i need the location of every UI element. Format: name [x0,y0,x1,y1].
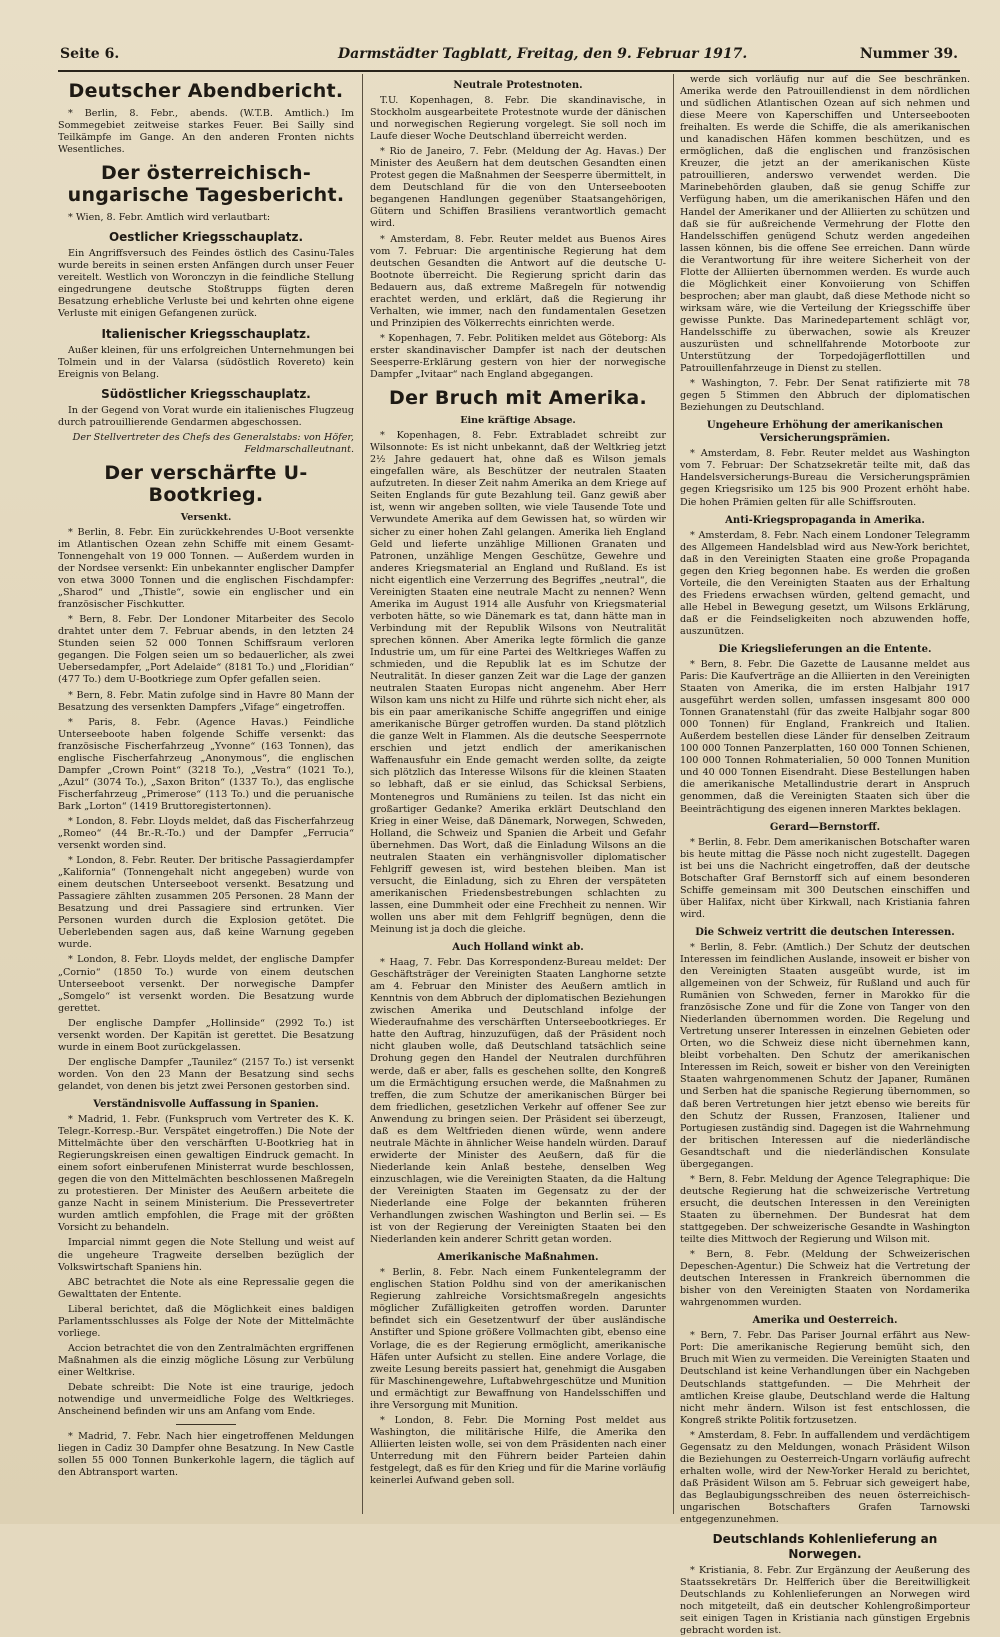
headline-uboot: Der verschärfte U-Bootkrieg. [104,461,308,506]
subhead-kriegslieferungen: Die Kriegslieferungen an die Entente. [718,643,932,655]
paragraph: Der englische Dampfer „Hollinside“ (2992 To.) ist versenkt worden. Der Kapitän ist gerettet. Die Besatzung wurde in einem Boot zurückgelassen. [58,1017,354,1053]
subhead-suedoestlicher: Südöstlicher Kriegsschauplatz. [101,386,311,401]
column-2 [370,74,666,1514]
divider [176,1424,236,1425]
subhead-oestlicher: Oestlicher Kriegsschauplatz. [108,230,304,245]
headline-oesterreich: Der österreichisch-ungarische Tagesbericht. [67,162,345,207]
paragraph: * Berlin, 8. Febr. Dem amerikanischen Botschafter waren bis heute mittag die Pässe noch nicht zugestellt. Dagegen ist bei uns die Nachricht eingetroffen, daß der deutsche Botschafter Graf Bernstorff sich auf einem besonderen Schiffe gemeinsam mit 300 Deutschen einschiffen und über Halifax, nicht über Kirkwall, nach Kristiania fahren wird. [680,836,970,920]
paragraph: Accion betrachtet die von den Zentralmächten ergriffenen Maßnahmen als die einzig mögliche Lösung zur Verbülung einer Weltkrise. [58,1342,354,1378]
issue-number: Nummer 39. [859,46,958,62]
paragraph: * Washington, 7. Febr. Der Senat ratifizierte mit 78 gegen 5 Stimmen den Abbruch der diplomatischen Beziehungen zu Deutschland. [680,378,970,414]
paragraph: Liberal berichtet, daß die Möglichkeit eines baldigen Parlamentsschlusses als Folge der Note der Mittelmächte vorliege. [58,1303,354,1339]
paragraph: * Amsterdam, 8. Febr. In auffallendem und verdächtigem Gegensatz zu den Meldungen, wonach Präsident Wilson die Beziehungen zu Oesterreich-Ungarn vorläufig aufrecht erhalten wolle, wird der New-Yorker Herald zu berichtet, daß Präsident Wilson am 5. Februar sich geweigert habe, das Beglaubigungsschreiben des neuen österreichisch-ungarischen Botschafters Grafen Tarnowski entgegenzunehmen. [680,1429,970,1526]
paragraph: * Haag, 7. Febr. Das Korrespondenz-Bureau meldet: Der Geschäftsträger der Vereinigten Staaten Langhorne setzte am 4. Februar den Minister des Aeußern amtlich in Kenntnis von dem Abbruch der diplomatischen Beziehungen zwischen Amerika und Deutschland infolge der Wiederaufnahme des verschärften Unterseebootkrieges. Er hatte den Auftrag, hinzuzufügen, daß der Präsident noch nicht glauben wolle, daß Deutschland tatsächlich seine Drohung gegen den Handel der Neutralen durchführen werde, daß er aber, falls es geschehen sollte, den Kongreß um die Ermächtigung ersuchen werde, die Maßnahmen zu treffen, die zum Schutze der amerikanischen Bürger bei dem friedlichen, gesetzlichen Verkehr auf offener See zur Anwendung zu bringen seien. Der Präsident sei überzeugt, daß es dem Weltfrieden dienen würde, wenn andere neutrale Mächte in ähnlicher Weise handeln würden. Darauf erwiderte der Minister des Aeußern, daß für die Niederlande kein Anlaß bestehe, denselben Weg einzuschlagen, wie die Vereinigten Staaten, da die Haltung der Vereinigten Staaten im Gegensatz zu der der Niederlande eine Folge der bekannten früheren Verhandlungen zwischen Washington und Berlin sei. — Es ist von der Regierung der Vereinigten Staaten bei den Niederlanden kein anderer Schritt getan worden. [370,957,666,1246]
subhead-oesterreich: Amerika und Oesterreich. [752,1315,898,1327]
paragraph: * Amsterdam, 8. Febr. Reuter meldet aus Washington vom 7. Februar: Der Schatzsekretär teilte mit, daß das Handelsversicherungs-Bureau die Versicherungsprämien gegen Kriegsrisiko um 125 bis 900 Prozent erhöht habe. Die hohen Prämien gelten für alle Schiffsrouten. [680,448,970,508]
masthead [58,44,960,72]
paragraph: * Bern, 7. Febr. Das Pariser Journal erfährt aus New-Port: Die amerikanische Regierung bemüht sich, den Bruch mit Wien zu vermeiden. Die Vereinigten Staaten und Deutschland ist keine Verhandlungen über ein Nachgeben Deutschlands stattgefunden. — Die Mehrheit der amtlichen Kreise glaube, Deutschland werde die Haltung nicht mehr ändern. Wilson ist fest entschlossen, die Kongreß strikte Politik fortzusetzen. [680,1330,970,1426]
column-divider [673,74,674,1514]
paragraph: * Amsterdam, 8. Febr. Reuter meldet aus Buenos Aires vom 7. Februar: Die argentinische Regierung hat dem deutschen Gesandten die Antwort auf die deutsche U-Bootnote überreicht. Die Regierung spricht darin das Bedauern aus, daß extreme Maßregeln für notwendig erachtet werden, und erklärt, daß die Regierung ihr Verhalten, wie immer, nach den fundamentalen Gesetzen und Prinzipien des Völkerrechts einrichten werde. [370,233,666,329]
paragraph: * Kopenhagen, 7. Febr. Politiken meldet aus Göteborg: Als erster skandinavischer Dampfer ist nach der deutschen Seesperre-Erklärung gestern von hier der norwegische Dampfer „Ivitaar“ nach England abgegangen. [370,332,666,381]
paragraph: * Paris, 8. Febr. (Agence Havas.) Feindliche Unterseeboote haben folgende Schiffe versenkt: das französische Fischerfahrzeug „Yvonne“ (163 Tonnen), das englische Fischerfahrzeug „Anonymous“, die englischen Dampfer „Crown Point“ (3218 To.), „Vestra“ (1021 To.), „Azul“ (3074 To.), „Saxon Briton“ (1337 To.), das englische Fischerfahrzeug „Primerose“ (113 To.) und die peruanische Bark „Lorton“ (1419 Bruttoregistertonnen). [58,716,354,812]
subhead-schweiz: Die Schweiz vertritt die deutschen Interessen. [695,926,955,938]
paragraph: * Berlin, 8. Febr. Ein zurückkehrendes U-Boot versenkte im Atlantischen Ozean zehn Schiffe mit einem Gesamt-Tonnengehalt von 19 000 Tonnen. — Außerdem wurden in der Nordsee versenkt: Ein unbekannter englischer Dampfer von etwa 3000 Tonnen und die englischen Fischdampfer: „Sharod“ und „Thistle“, sowie ein englischer und ein französischer Fischkutter. [58,526,354,611]
paragraph: Außer kleinen, für uns erfolgreichen Unternehmungen bei Tolmein und in der Valarsa (südöstlich Rovereto) kein Ereignis von Belang. [58,344,354,380]
column-3 [680,74,970,1637]
column-1 [58,74,354,1514]
headline-abendbericht: Deutscher Abendbericht. [68,80,344,102]
paragraph: * Wien, 8. Febr. Amtlich wird verlautbart: [68,212,271,224]
paragraph: * Berlin, 8. Febr. Nach einem Funkentelegramm der englischen Station Poldhu sind von der amerikanischen Regierung zahlreiche Vorsichtsmaßregeln angesichts möglicher Zufälligkeiten getroffen worden. Darunter befindet sich ein Gesetzentwurf der über ausländische Anstifter und Spione größere Vollmachten gibt, ebenso eine Vorlage, die es der Regierung ermöglicht, amerikanische Häfen unter Aufsicht zu stellen. Eine andere Vorlage, die zweite Lesung bereits passiert hat, genehmigt die Ausgaben für Maschinengewehre, Luftabwehrgeschütze und Munition und ermächtigt zur Bewaffnung von Handelsschiffen und ihre Versorgung mit Munition. [370,1267,666,1411]
paragraph: * London, 8. Febr. Lloyds meldet, daß das Fischerfahrzeug „Romeo“ (44 Br.-R.-To.) und der Dampfer „Ferrucia“ versenkt worden sind. [58,815,354,852]
subhead-amerikanische: Amerikanische Maßnahmen. [437,1252,599,1264]
paragraph: T.U. Kopenhagen, 8. Febr. Die skandinavische, in Stockholm ausgearbeitete Protestnote wurde der dänischen und norwegischen Regierung vorgelegt. Sie soll noch im Laufe dieser Woche Deutschland überreicht werden. [370,95,666,143]
subhead-gerard: Gerard—Bernstorff. [769,821,881,833]
paragraph: * Rio de Janeiro, 7. Febr. (Meldung der Ag. Havas.) Der Minister des Aeußern hat dem deutschen Gesandten einen Protest gegen die Maßnahmen der Seesperre übermittelt, in dem Deutschland für die von den Unterseebooten begangenen Handlungen gegenüber Staatsangehörigen, Gütern und Schiffen Brasiliens verantwortlich gemacht wird. [370,146,666,230]
paragraph: * Madrid, 1. Febr. (Funkspruch vom Vertreter des K. K. Telegr.-Korresp.-Bur. Verspätet eingetroffen.) Die Note der Mittelmächte über den verschärften U-Bootkrieg hat in Regierungskreisen einen gewaltigen Eindruck gemacht. In einem sofort einberufenen Ministerrat wurde beschlossen, gegen die von den Mittelmächten beschlossenen Maßregeln zu protestieren. Der Minister des Aeußern arbeitete die ganze Nacht in seinem Ministerium. Die Pressevertreter wurden amtlich empfohlen, die Frage mit der größten Vorsicht zu behandeln. [58,1114,354,1234]
paragraph: * Berlin, 8. Febr., abends. (W.T.B. Amtlich.) Im Sommegebiet zeitweise starkes Feuer. Bei Sailly sind Teilkämpfe im Gange. An den anderen Fronten nichts Wesentliches. [58,108,354,156]
subhead-versenkt: Versenkt. [180,511,232,523]
paragraph: Imparcial nimmt gegen die Note Stellung und weist auf die ungeheure Tragweite derselben bezüglich der Volkswirtschaft Spaniens hin. [58,1237,354,1273]
paragraph: * Bern, 8. Febr. Meldung der Agence Telegraphique: Die deutsche Regierung hat die schweizerische Vertretung ersucht, die deutschen Interessen in den Vereinigten Staaten zu übernehmen. Der Bundesrat hat dem stattgegeben. Der schweizerische Gesandte in Washington teilte dies Mittwoch der Regierung und Wilson mit. [680,1173,970,1246]
paragraph: ABC betrachtet die Note als eine Repressalie gegen die Gewalttaten der Entente. [58,1276,354,1300]
paragraph: * Bern, 8. Febr. Der Londoner Mitarbeiter des Secolo drahtet unter dem 7. Februar abends, in den letzten 24 Stunden seien 52 000 Tonnen Schiffsraum verloren gegangen. Die Folgen seien um so bedauerlicher, als zwei Uebersedampfer, „Port Adelaide“ (8181 To.) und „Floridian“ (477 To.) dem U-Bootkriege zum Opfer gefallen seien. [58,614,354,686]
paragraph: In der Gegend von Vorat wurde ein italienisches Flugzeug durch patrouillierende Gendarmen abgeschossen. [58,404,354,428]
page-number: Seite 6. [60,46,120,62]
paragraph: * Madrid, 7. Febr. Nach hier eingetroffenen Meldungen liegen in Cadiz 30 Dampfer ohne Besatzung. In New Castle sollen 55 000 Tonnen Bunkerkohle lagern, die täglich auf den Abtransport warten. [58,1431,354,1479]
paragraph: * Amsterdam, 8. Febr. Nach einem Londoner Telegramm des Allgemeen Handelsblad wird aus New-York berichtet, daß in den Vereinigten Staaten eine große Propaganda gegen den Krieg begonnen habe. Es werden die großen Vorteile, die den Vereinigten Staaten aus der Erhaltung des Friedens erwachsen würden, geltend gemacht, und alle Hebel in Bewegung gesetzt, um Wilsons Erklärung, daß er die Feindseligkeiten noch abzuwenden hoffe, auszunützen. [680,529,970,637]
paragraph: * London, 8. Febr. Reuter. Der britische Passagierdampfer „Kalifornia“ (Tonnengehalt nicht angegeben) wurde von einem deutschen Unterseeboot versenkt. Besatzung und Passagiere zählten zusammen 205 Personen. 28 Mann der Besatzung und drei Passagiere sind ertrunken. Vier Personen wurden durch die Explosion getötet. Die Ueberlebenden sagen aus, daß keine Warnung gegeben wurde. [58,855,354,951]
subhead-italienischer: Italienischer Kriegsschauplatz. [101,326,311,341]
paragraph: * Bern, 8. Febr. Matin zufolge sind in Havre 80 Mann der Besatzung des versenkten Dampfers „Vifage“ eingetroffen. [58,689,354,713]
subhead-versicherung: Ungeheure Erhöhung der amerikanischen Versicherungsprämien. [706,420,944,445]
newspaper-title: Darmstädter Tagblatt, Freitag, den 9. Februar 1917. [338,46,748,62]
paragraph: * London, 8. Febr. Lloyds meldet, der englische Dampfer „Cornio“ (1850 To.) wurde von einem deutschen Unterseeboot versenkt. Der norwegische Dampfer „Somgelo“ ist versenkt worden. Die Besatzung wurde gerettet. [58,954,354,1014]
subhead-antikrieg: Anti-Kriegspropaganda in Amerika. [725,514,925,526]
paragraph: * Berlin, 8. Febr. (Amtlich.) Der Schutz der deutschen Interessen im feindlichen Auslande, insoweit er bisher von den Vereinigten Staaten ausgeübt wurde, ist im allgemeinen von der Schweiz, für Rußland und auch für Rumänien von Schweden, ferner in Marokko für die französische Zone und für die Zone von Tanger von den Niederlanden übernommen worden. Die Regelung und Vertretung unserer Interessen in einzelnen Gebieten oder Orten, wo die Schweiz diese nicht übernehmen kann, bleibt vorbehalten. Den Schutz der amerikanischen Interessen im Reich, soweit er bisher von den Vereinigten Staaten wahrgenommenen Schutz der Japaner, Rumänen und Serben hat die spanische Regierung übernommen, so daß beren Vertretungen hier jetzt ebenso wie bereits für den Schutz der Russen, Franzosen, Italiener und Portugiesen zuständig sind. Dagegen ist die Wahrnehmung der britischen Interessen auf die niederländische Gesandtschaft und die niederländischen Konsulate übergegangen. [680,941,970,1170]
paragraph: werde sich vorläufig nur auf die See beschränken. Amerika werde den Patrouillendienst in dem nördlichen und südlichen Atlantischen Ozean auf sich nehmen und diese Meere von Kaperschiffen und Unterseebooten freihalten. Es werde die Schiffe, die als amerikanischen und kanadischen Häfen kommen beschützen, und es ermöglichen, daß die englischen und französischen Kreuzer, die jetzt an der amerikanischen Küste patrouillieren, anderswo verwendet werden. Die Marinebehörden glauben, daß sie genug Schiffe zur Verfügung haben, um die amerikanischen Häfen und den Handel der Amerikaner und der Alliierten zu schützen und daß sie für außreichende Vermehrung der Flotte den Handelsschiffen genügend Schutz werden angedeihen lassen können, bis die offene See erreichen. Dann würde die Verantwortung für ihre weitere Sicherheit von der Flotte der Alliierten übernommen werden. Es wurde auch die Möglichkeit einer Konvoiierung von Schiffen besprochen; aber man glaubt, daß diese Methode nicht so wirksam wäre, wie die Verteilung der Kriegsschiffe über gewisse Punkte. Das Marinedepartement schlägt vor, Handelsschiffe zu überwachen, sowie als Kreuzer auszurüsten und schnellfahrende Motorboote zur Unterstützung der Torpedojägerflottillen und Patrouillenfahrzeuge in Dienst zu stellen. [680,74,970,375]
headline-bruch-amerika: Der Bruch mit Amerika. [389,387,647,410]
paragraph: * Kristiania, 8. Febr. Zur Ergänzung der Aeußerung des Staatssekretärs Dr. Helfferich über die Bereitwilligkeit Deutschlands zu Kohlenlieferungen an Norwegen wird noch mitgeteilt, daß ein deutscher Kohlengroßimporteur seit einigen Tagen in Kristiania nach günstigen Ergebnis gebracht worden ist. [680,1565,970,1637]
subhead-holland: Auch Holland winkt ab. [452,942,584,954]
signature: Der Stellvertreter des Chefs des Generalstabs: von Höfer, Feldmarschalleutnant. [72,431,354,455]
paragraph: * Bern, 8. Febr. (Meldung der Schweizerischen Depeschen-Agentur.) Die Schweiz hat die Vertretung der deutschen Interessen in Frankreich übernommen die bisher von den Vereinigten Staaten von Nordamerika wahrgenommen wurden. [680,1249,970,1309]
subhead-spanien: Verständnisvolle Auffassung in Spanien. [93,1099,319,1110]
paragraph: Debate schreibt: Die Note ist eine traurige, jedoch notwendige und unvermeidliche Folge des Weltkrieges. Anscheinend befinden wir uns am Anfang vom Ende. [58,1381,354,1418]
paragraph: Ein Angriffsversuch des Feindes östlich des Casinu-Tales wurde bereits in seinen ersten Anfängen durch unser Feuer vereitelt. Westlich von Woronczyn in die feindliche Stellung eingedrungene deutsche Stoßtrupps fügten deren Besatzung erhebliche Verluste bei und kehrten ohne eigene Verluste mit einigen Gefangenen zurück. [58,248,354,320]
subhead-absage: Eine kräftige Absage. [460,415,576,427]
paragraph: Der englische Dampfer „Taunilez“ (2157 To.) ist versenkt worden. Von den 23 Mann der Besatzung sind sechs gelandet, von denen bis jetzt zwei Personen gestorben sind. [58,1056,354,1092]
paragraph: * Kopenhagen, 8. Febr. Extrabladet schreibt zur Wilsonnote: Es ist nicht unbekannt, daß der Weltkrieg jetzt 2½ Jahre gedauert hat, ohne daß es Wilson jemals eingefallen wäre, als Beschützer der neutralen Staaten aufzutreten. In dieser Zeit nahm Amerika an dem Kriege auf Seiten Englands für gute Bezahlung teil. Ganz gewiß aber ist, wenn wir angeben sollten, wie viele Tausende Tote und Verwundete Amerika auf dem Gewissen hat, so würden wir sicher zu einer hohen Zahl gelangen. Amerika lieh England Geld und lieferte unzählige Millionen Granaten und Patronen, unzählige Mengen Geschütze, Gewehre und anderes Kriegsmaterial an England und Rußland. Es ist nicht eigentlich eine Verzerrung des Begriffes „neutral“, die Vereinigten Staaten eine neutrale Macht zu nennen? Wenn Amerika im August 1914 alle Ausfuhr von Kriegsmaterial verboten hätte, so wie Dänemark es tat, dann hätte man in Verbindung mit der Republik Wilsons von Neutralität sprechen können. Aber Amerika legte förmlich die ganze Industrie um, um für eine Partei des Weltkrieges Waffen zu schmieden, und die Republik lat es im Schutze der Neutralität. In dieser ganzen Zeit war die Lage der ganzen neutralen Staaten Europas nicht angenehm. Aber Herr Wilson kam uns nicht zu Hilfe und rührte sich nicht eher, als bis ein paar amerikanische Schiffe angegriffen und einige amerikanische Bürger getroffen wurden. Da stand plötzlich die ganze Welt in Flammen. Als die deutsche Seesperrnote erschien und jetzt endlich der amerikanischen Waffenausfuhr ein Ende gemacht werden sollte, da zeigte sich plötzlich das Interesse Wilsons für die kleinen Staaten so lebhaft, daß er sie einlud, das Schicksal Serbiens, Montenegros und Rumäniens zu teilen. Ist das nicht ein großartiger Gedanke? Amerika erklärt Deutschland den Krieg in einer Weise, daß Dänemark, Norwegen, Schweden, Holland, die Schweiz und Spanien die Arbeit und Gefahr übernehmen. Das Wort, daß die Einladung Wilsons an die neutralen Staaten ein verhängnisvoller diplomatischer Fehlgriff gewesen ist, wird bestehen bleiben. Man ist versucht, die Einladung, sich zu Ehren der verspäteten amerikanischen Friedensbestrebungen schlachten zu lassen, eine Dummheit oder eine Frechheit zu nennen. Wir wollen uns aber mit dem Fehlgriff begnügen, denn die Meinung ist ja doch die gleiche. [370,430,666,936]
subhead-kohlenlieferung: Deutschlands Kohlenlieferung an Norwegen. [712,1532,938,1562]
subhead-neutrale: Neutrale Protestnoten. [453,80,583,91]
paragraph: * Bern, 8. Febr. Die Gazette de Lausanne meldet aus Paris: Die Kaufverträge an die Alliierten in den Vereinigten Staaten von Amerika, die im ersten Halbjahr 1917 ausgeführt werden sollen, umfassen insgesamt 800 000 Tonnen Granatenstahl (für das zweite Halbjahr sogar 800 000 Tonnen) für England, Frankreich und Italien. Außerdem bestellen diese Länder für denselben Zeitraum 100 000 Tonnen Panzerplatten, 160 000 Tonnen Schienen, 100 000 Tonnen Rohmaterialien, 50 000 Tonnen Munition und 40 000 Tonnen Eisendraht. Diese Bestellungen haben die amerikanische Metallindustrie derart in Anspruch genommen, daß die Vereinigten Staaten sich über die Beeinträchtigung des eigenen inneren Marktes beklagen. [680,658,970,815]
paragraph: * London, 8. Febr. Die Morning Post meldet aus Washington, die militärische Hilfe, die Amerika den Alliierten leisten wolle, sei von dem Präsidenten nach einer Unterredung mit den Führern beider Parteien dahin festgelegt, daß es für den Krieg und für die Marine vorläufig keinerlei Aufwand geben soll. [370,1414,666,1487]
column-divider [362,74,363,1514]
